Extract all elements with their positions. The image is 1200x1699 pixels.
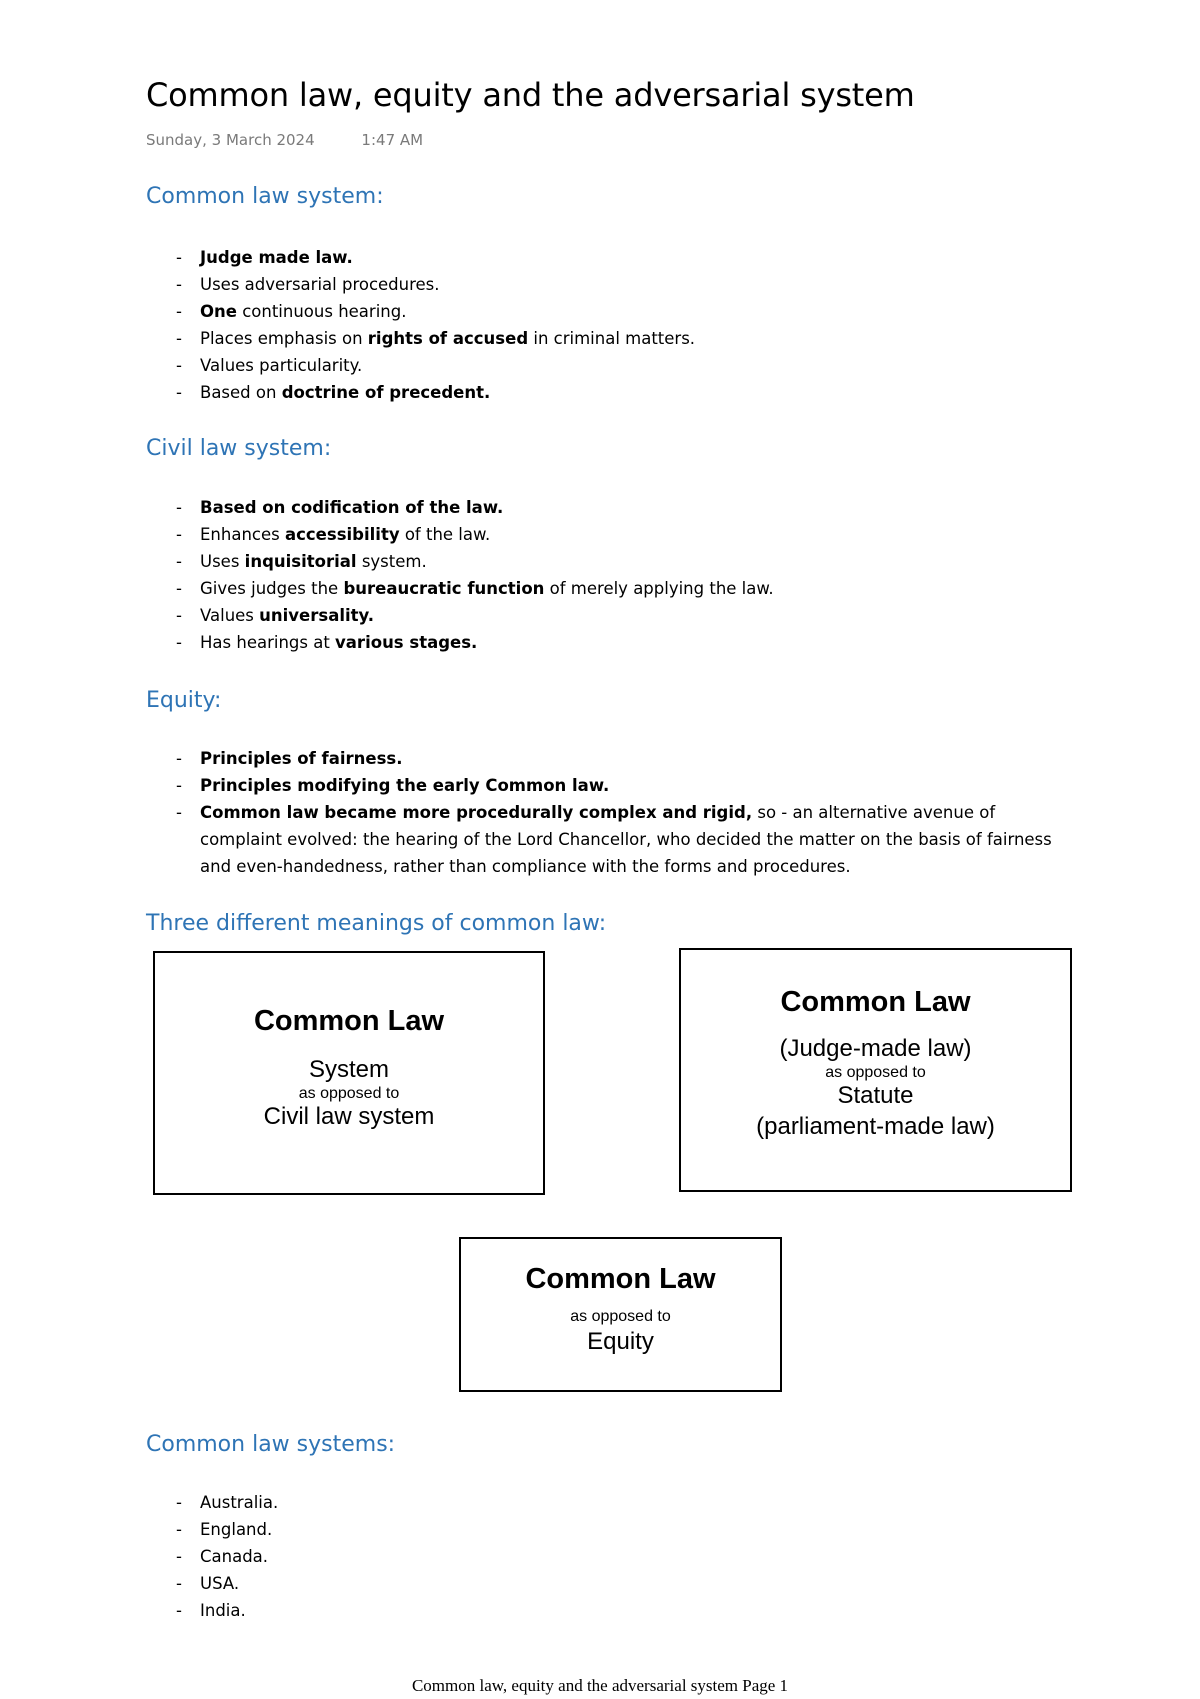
list-common-law-systems	[146, 1489, 1066, 1624]
list-item: - Canada.	[146, 1543, 1066, 1570]
note-time: 1:47 AM	[361, 131, 424, 149]
box-line: Equity	[587, 1328, 654, 1355]
box-line: Civil law system	[263, 1103, 435, 1130]
box-title: Common Law	[525, 1263, 716, 1295]
list-item: - India.	[146, 1597, 1066, 1624]
box-line: (Judge-made law)	[779, 1035, 972, 1062]
heading-common-law-systems: Common law systems:	[146, 1432, 396, 1457]
box-line: as opposed to	[298, 1085, 400, 1102]
box-title: Common Law	[780, 986, 971, 1018]
list-item: - Based on codification of the law.	[146, 494, 1066, 521]
list-item: - One continuous hearing.	[146, 298, 1066, 325]
list-item: - Common law became more procedurally complex and rigid, so - an alternative avenue of complaint evolved: the hearing of the Lord Chancellor, who decided the matter on the basis of fairness and even-handedness, rather than compliance with the forms and procedures.	[146, 799, 1066, 880]
meaning-box-judge-made	[679, 948, 1072, 1192]
list-item: - Australia.	[146, 1489, 1066, 1516]
list-item: - Values universality.	[146, 602, 1066, 629]
list-item: - Based on doctrine of precedent.	[146, 379, 1066, 406]
list-item: - USA.	[146, 1570, 1066, 1597]
list-item: - Judge made law.	[146, 244, 1066, 271]
heading-civil-law-system: Civil law system:	[146, 436, 332, 461]
list-item: - Uses adversarial procedures.	[146, 271, 1066, 298]
heading-three-meanings: Three different meanings of common law:	[146, 911, 607, 936]
list-equity	[146, 745, 1066, 880]
list-item: - Principles modifying the early Common law.	[146, 772, 1066, 799]
meaning-box-system	[153, 951, 545, 1195]
list-item: - Places emphasis on rights of accused in criminal matters.	[146, 325, 1066, 352]
page-title: Common law, equity and the adversarial system	[146, 76, 915, 114]
note-timestamp	[146, 131, 423, 149]
list-item: - Principles of fairness.	[146, 745, 1066, 772]
page-footer: Common law, equity and the adversarial system Page 1	[411, 1676, 789, 1695]
note-date: Sunday, 3 March 2024	[146, 131, 315, 149]
box-line: System	[308, 1056, 389, 1083]
list-item: - Uses inquisitorial system.	[146, 548, 1066, 575]
list-common-law-system	[146, 244, 1066, 406]
heading-common-law-system: Common law system:	[146, 184, 384, 209]
list-item: - England.	[146, 1516, 1066, 1543]
heading-equity: Equity:	[146, 688, 222, 713]
list-item: - Enhances accessibility of the law.	[146, 521, 1066, 548]
list-item: - Has hearings at various stages.	[146, 629, 1066, 656]
box-line: (parliament-made law)	[756, 1113, 995, 1140]
box-line: as opposed to	[825, 1064, 926, 1081]
meaning-box-equity	[459, 1237, 782, 1392]
box-line: Statute	[837, 1082, 914, 1109]
box-title: Common Law	[253, 1005, 445, 1037]
list-item: - Gives judges the bureaucratic function of merely applying the law.	[146, 575, 1066, 602]
list-civil-law-system	[146, 494, 1066, 656]
box-line: as opposed to	[570, 1308, 671, 1325]
list-item: - Values particularity.	[146, 352, 1066, 379]
